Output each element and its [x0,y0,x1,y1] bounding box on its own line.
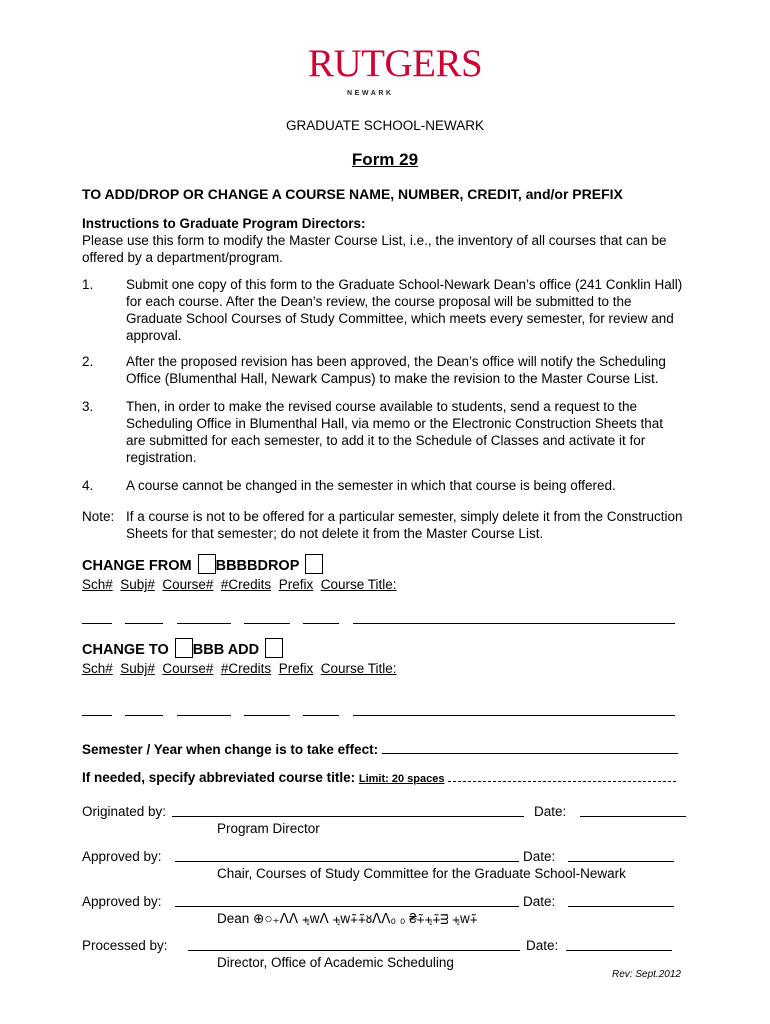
change-from-checkbox[interactable] [198,554,216,574]
school-name: GRADUATE SCHOOL-NEWARK [285,118,485,133]
approved-dean-label: Approved by: [82,894,162,909]
item-text: Submit one copy of this form to the Graduate School-Newark Dean’s office (241 Conklin Hall) for each course. After the Dean’s review, the course proposal will be submitted to the Graduate School Courses of Study Committee, which meets every semester, for review and approval. [126,277,683,343]
item-text: After the proposed revision has been approved, the Dean’s office will notify the Scheduling Office (Blumenthal Hall, Newark Campus) to make the revision to the Master Course List. [126,354,666,386]
sch-field[interactable] [82,611,112,624]
col-prefix: Prefix [278,661,314,676]
processed-date-field[interactable] [566,938,672,951]
change-from-label: CHANGE FROM [82,558,192,574]
dean-signature-field[interactable] [175,894,519,907]
semester-label: Semester / Year when change is to take effect: [82,742,379,757]
originated-signature-field[interactable] [172,804,524,817]
abbrev-limit: Limit: 20 spaces [358,773,445,785]
col-course: Course# [162,577,214,592]
originated-date-label: Date: [534,804,567,819]
approved-date-field[interactable] [568,849,674,862]
col-title: Course Title: [320,661,397,676]
col-subj: Subj# [120,661,155,676]
item-number: 1. [82,277,94,292]
prefix-field[interactable] [303,611,339,624]
col-sch: Sch# [82,577,113,592]
credits-field[interactable] [244,703,290,716]
dean-title: Dean ⊕○₊ⴷⴷ ⨧ᴡⴷ ⨧ᴡ⨤⨤ᴕⴷⴷ₀ ₀ ₴⨤⨧⨤ᴟ ⨧ᴡ⨤ [217,911,478,926]
abbrev-row [82,769,676,788]
change-to-glyphs: BBB [192,642,225,658]
col-sch: Sch# [82,661,113,676]
approved-signature-field[interactable] [175,849,519,862]
semester-row [82,741,678,758]
originated-title: Program Director [217,821,320,836]
change-to-row [82,638,283,658]
rutgers-logo-campus: NEWARK [347,90,394,97]
item-number: 4. [82,478,94,493]
note-text: If a course is not to be offered for a particular semester, simply delete it from the Construction Sheets for that semester; do not delete it from the Master Course List. [126,509,683,541]
instructions-intro-line2: offered by a department/program. [82,250,283,265]
note-label: Note: [82,509,115,524]
processed-title: Director, Office of Academic Scheduling [217,955,454,970]
approved-date-label: Date: [523,849,556,864]
drop-label: DROP [257,558,300,574]
title-field[interactable] [353,611,675,624]
col-credits: #Credits [220,661,272,676]
col-subj: Subj# [120,577,155,592]
item-text: Then, in order to make the revised course available to students, send a request to the Scheduling Office in Blumenthal Hall, via memo or the Electronic Construction Sheets that are submitted for each semester, to add it to the Schedule of Classes and activate it for registration. [126,399,664,465]
processed-date-label: Date: [526,938,559,953]
rutgers-logo: RUTGERS [308,42,483,85]
originated-label: Originated by: [82,804,167,819]
prefix-field[interactable] [303,703,339,716]
col-prefix: Prefix [278,577,314,592]
revision-note: Rev: Sept.2012 [612,969,681,980]
title-field[interactable] [353,703,675,716]
form-number: Form 29 [351,150,419,169]
originated-date-field[interactable] [580,804,686,817]
semester-field[interactable] [382,741,678,754]
dean-date-label: Date: [523,894,556,909]
change-from-row [82,554,323,574]
add-checkbox[interactable] [265,638,283,658]
approved-title: Chair, Courses of Study Committee for the Graduate School-Newark [217,866,626,881]
change-from-glyphs: BBBB [215,558,258,574]
sch-field[interactable] [82,703,112,716]
drop-checkbox[interactable] [305,554,323,574]
abbrev-label: If needed, specify abbreviated course title: [82,770,356,785]
credits-field[interactable] [244,611,290,624]
abbrev-field[interactable] [448,769,676,782]
add-label: ADD [227,642,260,658]
processed-signature-field[interactable] [188,938,520,951]
change-to-checkbox[interactable] [175,638,193,658]
change-to-fields [82,703,675,721]
item-text: A course cannot be changed in the semester in which that course is being offered. [126,478,616,493]
item-number: 2. [82,354,94,369]
instructions-heading: Instructions to Graduate Program Directors: [82,216,366,231]
instructions-intro-line1: Please use this form to modify the Master Course List, i.e., the inventory of all courses that can be [82,233,667,248]
change-to-columns [82,661,397,676]
change-from-fields [82,611,675,629]
course-field[interactable] [177,703,231,716]
form-title: TO ADD/DROP OR CHANGE A COURSE NAME, NUMBER, CREDIT, and/or PREFIX [82,186,623,202]
processed-label: Processed by: [82,938,168,953]
item-number: 3. [82,399,94,414]
approved-label: Approved by: [82,849,162,864]
change-from-columns [82,577,397,592]
subj-field[interactable] [125,703,163,716]
col-credits: #Credits [220,577,272,592]
col-course: Course# [162,661,214,676]
subj-field[interactable] [125,611,163,624]
dean-date-field[interactable] [568,894,674,907]
col-title: Course Title: [320,577,397,592]
change-to-label: CHANGE TO [82,642,169,658]
course-field[interactable] [177,611,231,624]
